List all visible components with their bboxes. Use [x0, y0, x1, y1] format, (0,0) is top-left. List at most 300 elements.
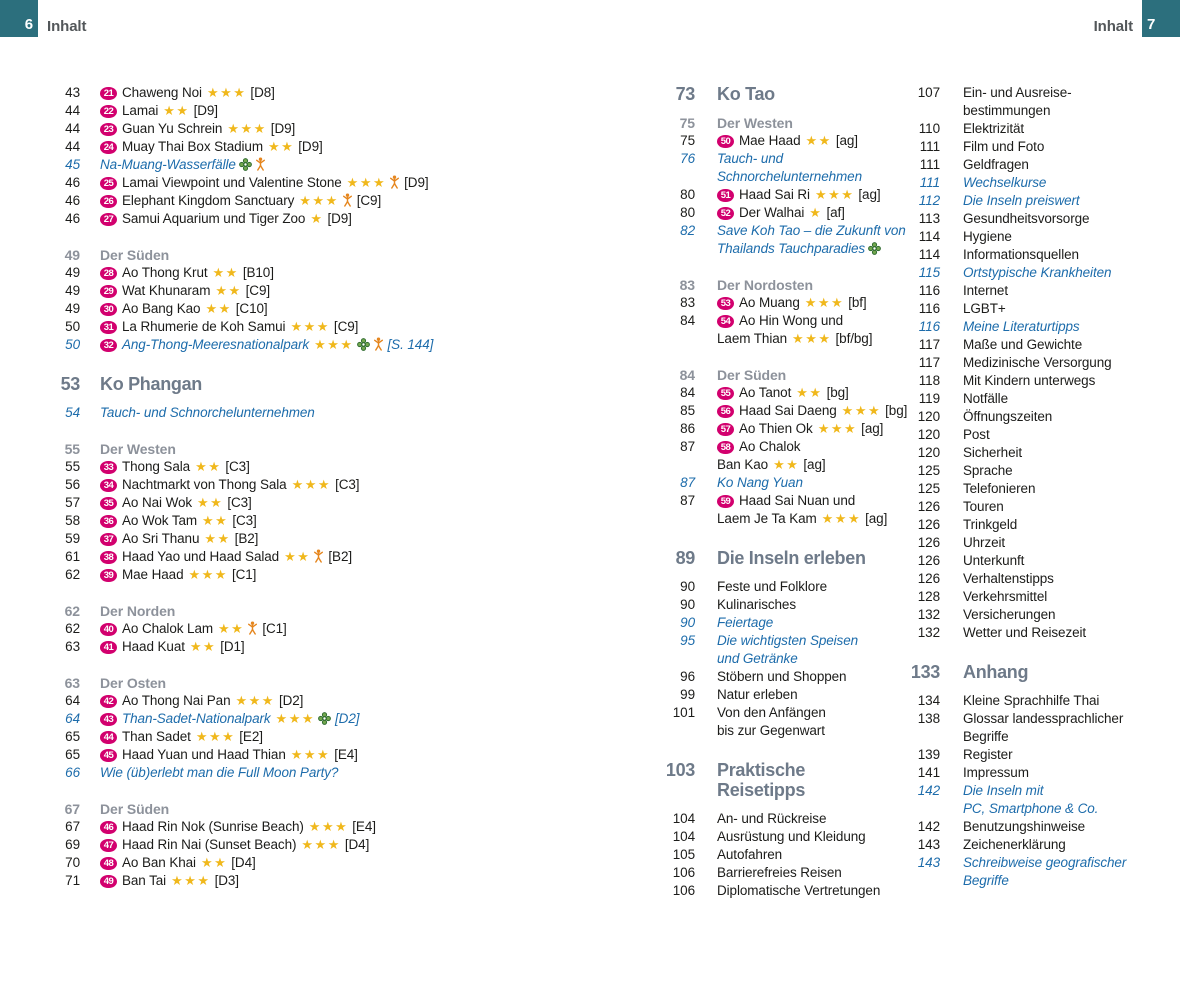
entry-title: Trinkgeld: [963, 517, 1018, 532]
entry-line: [963, 264, 1111, 282]
entry-badge: 58: [717, 441, 734, 454]
entry-title: Natur erleben: [717, 687, 798, 702]
entry-content: [717, 222, 906, 258]
page-number: 138: [917, 711, 940, 726]
toc-entry: [895, 354, 1180, 372]
entry-line: [717, 456, 826, 474]
toc-entry: [35, 458, 640, 476]
toc-entry: [650, 864, 895, 882]
entry-title: Unterkunft: [963, 553, 1025, 568]
entry-title: Haad Sai Ri: [739, 187, 810, 202]
entry-content: [717, 632, 858, 668]
entry-content: [100, 300, 268, 318]
entry-title: Elephant Kingdom Sanctuary: [122, 193, 295, 208]
entry-title: Informationsquellen: [963, 247, 1079, 262]
entry-title: Ausrüstung und Kleidung: [717, 829, 866, 844]
entry-content: [963, 606, 1055, 624]
section-title: Der Westen: [100, 441, 176, 457]
entry-title: Verkehrsmittel: [963, 589, 1048, 604]
entry-title: Haad Rin Nai (Sunset Beach): [122, 837, 297, 852]
page-number: 67: [64, 801, 80, 817]
entry-line: [963, 228, 1012, 246]
entry-title: Geldfragen: [963, 157, 1029, 172]
page-number: 132: [917, 607, 940, 622]
toc-entry: [650, 578, 895, 596]
entry-badge: 45: [100, 749, 117, 762]
entry-content: [963, 854, 1126, 890]
toc-entry: [895, 782, 1180, 818]
toc-entry: [895, 156, 1180, 174]
toc-entry: [895, 408, 1180, 426]
map-ref: [D9]: [298, 139, 323, 154]
entry-content: [963, 764, 1029, 782]
entry-line: [963, 444, 1022, 462]
toc-entry: [895, 228, 1180, 246]
entry-title: PC, Smartphone & Co.: [963, 801, 1099, 816]
entry-content: [100, 156, 266, 174]
chapter-title: Anhang: [963, 662, 1029, 682]
page-number: 62: [64, 603, 80, 619]
map-ref: [B10]: [242, 265, 274, 280]
map-ref: [bg]: [826, 385, 849, 400]
toc-entry: [895, 210, 1180, 228]
toc-entry: [35, 264, 640, 282]
star-rating: ★★: [204, 531, 231, 546]
map-ref: [E4]: [352, 819, 376, 834]
map-ref: [C3]: [335, 477, 360, 492]
section-row: [35, 674, 640, 692]
entry-badge: 38: [100, 551, 117, 564]
entry-line: [100, 692, 303, 710]
entry-content: [717, 578, 827, 596]
entry-content: [963, 782, 1098, 818]
section-row: [35, 246, 640, 264]
entry-content: [100, 854, 256, 872]
entry-title: Internet: [963, 283, 1008, 298]
section-row: [35, 800, 640, 818]
star-rating: ★: [809, 205, 823, 220]
entry-line: [100, 192, 381, 210]
page-number: 119: [918, 391, 940, 406]
star-rating: ★★★: [817, 421, 858, 436]
entry-content: [717, 204, 845, 222]
toc-entry: [895, 336, 1180, 354]
entry-badge: 47: [100, 839, 117, 852]
map-ref: [D9]: [327, 211, 352, 226]
entry-line: [717, 614, 773, 632]
section-title: Der Süden: [717, 367, 787, 383]
page-number: 117: [918, 355, 940, 370]
entry-title: Diplomatische Vertretungen: [717, 883, 881, 898]
entry-title: Benutzungshinweise: [963, 819, 1086, 834]
page-number: 45: [65, 157, 80, 172]
map-ref: [C9]: [333, 319, 359, 334]
star-rating: ★★★: [346, 175, 387, 190]
page-number: 64: [65, 711, 80, 726]
entry-line: [963, 390, 1008, 408]
entry-content: [100, 120, 295, 138]
page-number: 64: [65, 693, 80, 708]
toc-entry: [895, 318, 1180, 336]
entry-title: Medizinische Versorgung: [963, 355, 1112, 370]
entry-content: [100, 728, 263, 746]
star-rating: ★★★: [804, 295, 845, 310]
entry-line: [963, 606, 1055, 624]
entry-line: [717, 882, 880, 900]
page-number: 44: [65, 121, 80, 136]
toc-entry: [895, 390, 1180, 408]
entry-title: Ao Wok Tam: [122, 513, 198, 528]
entry-title: Laem Thian: [717, 331, 788, 346]
entry-line: [963, 408, 1052, 426]
entry-line: [100, 102, 218, 120]
toc-entry: [650, 474, 895, 492]
page-number: 46: [65, 211, 80, 226]
star-rating: ★★: [202, 513, 229, 528]
entry-line: [963, 710, 1123, 728]
entry-title: Muay Thai Box Stadium: [122, 139, 263, 154]
entry-line: [100, 764, 338, 782]
page-number: 104: [672, 811, 695, 826]
entry-title: Ao Sri Thanu: [122, 531, 200, 546]
entry-title: Feste und Folklore: [717, 579, 828, 594]
entry-content: [100, 818, 376, 836]
toc-entry: [35, 512, 640, 530]
star-rating: ★★: [189, 639, 217, 654]
toc-entry: [895, 444, 1180, 462]
entry-title: Mae Haad: [739, 133, 801, 148]
entry-badge: 24: [100, 141, 117, 154]
toc-entry: [35, 102, 640, 120]
entry-line: [100, 548, 352, 566]
page-number: 142: [917, 783, 940, 798]
toc-entry: [35, 710, 640, 728]
toc-entry: [650, 402, 908, 420]
map-ref: [bg]: [885, 403, 908, 418]
page-number: 90: [680, 597, 695, 612]
entry-line: [100, 566, 256, 584]
entry-content: [963, 318, 1080, 336]
page-number: 116: [918, 301, 940, 316]
entry-line: [100, 282, 270, 300]
page-number: 55: [64, 441, 80, 457]
entry-line: [100, 336, 433, 354]
page-number: 62: [65, 621, 80, 636]
entry-title: Ao Hin Wong und: [739, 313, 844, 328]
toc-entry: [650, 632, 895, 668]
map-ref: [af]: [826, 205, 845, 220]
page-number: 114: [918, 229, 940, 244]
entry-line: [100, 512, 257, 530]
entry-content: [717, 186, 881, 204]
toc-entry: [895, 372, 1180, 390]
entry-title: Samui Aquarium und Tiger Zoo: [122, 211, 306, 226]
page-number: 126: [917, 571, 940, 586]
entry-line: [963, 480, 1035, 498]
section-title: Der Nordosten: [717, 277, 813, 293]
section-row: [35, 602, 640, 620]
page-number: 55: [65, 459, 80, 474]
entry-title: Mae Haad: [122, 567, 184, 582]
page-number: 126: [917, 499, 940, 514]
entry-badge: 57: [717, 423, 734, 436]
map-ref: [D8]: [250, 85, 275, 100]
page-number: 143: [917, 855, 940, 870]
page-number: 103: [665, 760, 695, 780]
entry-content: [963, 210, 1089, 228]
entry-line: [717, 864, 842, 882]
page-number: 66: [65, 765, 80, 780]
toc-entry: [35, 818, 640, 836]
star-rating: ★★: [197, 495, 224, 510]
nature-icon: [318, 712, 331, 725]
chapter-row: [895, 662, 1180, 682]
entry-line: [963, 102, 1072, 120]
entry-title: Sicherheit: [963, 445, 1023, 460]
entry-content: [963, 408, 1052, 426]
toc-entry: [895, 138, 1180, 156]
page-number: 61: [65, 549, 80, 564]
chapter-row: [650, 760, 895, 800]
entry-badge: 53: [717, 297, 734, 310]
map-ref: [D2]: [278, 693, 304, 708]
page-number: 49: [64, 247, 80, 263]
page-number: 120: [917, 427, 940, 442]
toc-entry: [35, 174, 640, 192]
star-rating: ★★★: [308, 819, 349, 834]
entry-content: [963, 588, 1047, 606]
entry-title: Glossar landessprachlicher: [963, 711, 1124, 726]
entry-badge: 32: [100, 339, 117, 352]
entry-title: Ao Ban Khai: [122, 855, 196, 870]
star-rating: ★★★: [299, 193, 339, 208]
page-number: 117: [918, 337, 940, 352]
entry-line: [963, 426, 990, 444]
map-ref: [D1]: [220, 639, 245, 654]
entry-line: [100, 818, 376, 836]
entry-title: La Rhumerie de Koh Samui: [122, 319, 286, 334]
toc-entry: [35, 494, 640, 512]
page-number: 90: [680, 615, 695, 630]
toc-entry: [895, 282, 1180, 300]
toc-entry: [895, 462, 1180, 480]
entry-title: bestimmungen: [963, 103, 1051, 118]
entry-line: [963, 246, 1079, 264]
entry-title: Ao Chalok: [739, 439, 801, 454]
map-ref: [D4]: [231, 855, 256, 870]
star-rating: ★★★: [301, 837, 341, 852]
entry-line: [100, 872, 239, 890]
entry-content: [100, 512, 257, 530]
toc-entry: [895, 836, 1180, 854]
header-title-left: Inhalt: [47, 18, 87, 35]
family-icon: [389, 175, 400, 189]
entry-content: [963, 138, 1044, 156]
section-row: [650, 366, 895, 384]
page-number: 143: [917, 837, 940, 852]
toc-entry: [895, 710, 1180, 746]
page-number: 83: [680, 295, 695, 310]
entry-content: [100, 764, 338, 782]
entry-content: [717, 704, 826, 740]
entry-line: [717, 240, 906, 258]
chapter-row: [35, 374, 640, 394]
page-number: 50: [65, 337, 80, 352]
entry-line: [100, 120, 295, 138]
toc-entry: [650, 846, 895, 864]
star-rating: ★★: [163, 103, 190, 118]
section-row: [650, 114, 895, 132]
entry-line: [100, 728, 263, 746]
entry-content: [717, 384, 849, 402]
map-ref: [C1]: [262, 621, 287, 636]
toc-entry: [35, 84, 640, 102]
entry-content: [100, 638, 245, 656]
page-number: 134: [917, 693, 940, 708]
entry-line: [963, 318, 1080, 336]
page-number: 86: [680, 421, 695, 436]
entry-line: [717, 186, 881, 204]
entry-content: [100, 548, 352, 566]
entry-content: [963, 120, 1024, 138]
entry-title: Na-Muang-Wasserfälle: [100, 157, 236, 172]
page-number: 99: [680, 687, 695, 702]
toc-entry: [650, 614, 895, 632]
entry-title: Ao Thien Ok: [739, 421, 813, 436]
entry-content: [717, 474, 803, 492]
entry-line: [963, 782, 1098, 800]
star-rating: ★★: [267, 139, 295, 154]
page-number: 125: [917, 463, 940, 478]
toc-entry: [895, 764, 1180, 782]
toc-entry: [895, 818, 1180, 836]
entry-line: [963, 764, 1029, 782]
page-number: 118: [918, 373, 940, 388]
page-number: 87: [680, 439, 695, 454]
page-corner-left: [0, 0, 38, 37]
entry-line: [717, 510, 887, 528]
entry-badge: 44: [100, 731, 117, 744]
chapter-row: [650, 84, 895, 104]
entry-title: Die Inseln mit: [963, 783, 1044, 798]
entry-badge: 48: [100, 857, 117, 870]
entry-line: [963, 588, 1047, 606]
page-number: 65: [65, 729, 80, 744]
toc-entry: [35, 318, 640, 336]
entry-title: Ao Nai Wok: [122, 495, 193, 510]
page-number: 46: [65, 175, 80, 190]
entry-title: Haad Yao und Haad Salad: [122, 549, 280, 564]
page-number: 126: [917, 517, 940, 532]
entry-line: [100, 84, 275, 102]
entry-content: [717, 294, 867, 312]
entry-line: [717, 596, 796, 614]
entry-title: Verhaltenstipps: [963, 571, 1054, 586]
entry-title: Mit Kindern unterwegs: [963, 373, 1096, 388]
entry-title: Kulinarisches: [717, 597, 796, 612]
toc-entry: [895, 516, 1180, 534]
entry-title: Ao Chalok Lam: [122, 621, 213, 636]
map-ref: [E2]: [239, 729, 263, 744]
chapter-title: Die Inseln erleben: [717, 548, 866, 568]
entry-title: Ortstypische Krankheiten: [963, 265, 1112, 280]
entry-title: Tauch- und: [717, 151, 784, 166]
page-number: 44: [65, 103, 80, 118]
section-title: Der Süden: [100, 247, 170, 263]
entry-badge: 23: [100, 123, 117, 136]
entry-title: Haad Rin Nok (Sunrise Beach): [122, 819, 304, 834]
toc-entry: [35, 620, 640, 638]
map-ref: [ag]: [803, 457, 826, 472]
entry-content: [100, 746, 358, 764]
entry-badge: 22: [100, 105, 117, 118]
entry-line: [963, 372, 1095, 390]
entry-title: Die wichtigsten Speisen: [717, 633, 859, 648]
toc-entry: [35, 404, 640, 422]
entry-title: Ao Bang Kao: [122, 301, 201, 316]
entry-title: und Getränke: [717, 651, 798, 666]
entry-line: [717, 420, 883, 438]
entry-line: [963, 872, 1126, 890]
entry-title: Zeichenerklärung: [963, 837, 1066, 852]
entry-content: [717, 614, 773, 632]
entry-content: [963, 710, 1123, 746]
entry-content: [963, 300, 1006, 318]
toc-entry: [895, 588, 1180, 606]
entry-line: [100, 156, 266, 174]
entry-content: [100, 174, 429, 192]
page-number: 44: [65, 139, 80, 154]
entry-content: [717, 420, 883, 438]
page-number: 73: [675, 84, 695, 104]
map-ref: [bf]: [848, 295, 867, 310]
toc-entry: [35, 548, 640, 566]
entry-title: Ao Tanot: [739, 385, 792, 400]
page-number: 80: [680, 205, 695, 220]
toc-entry: [35, 638, 640, 656]
entry-line: [100, 264, 274, 282]
entry-title: Lamai: [122, 103, 159, 118]
entry-content: [963, 624, 1086, 642]
toc-entry: [650, 204, 895, 222]
entry-badge: 33: [100, 461, 117, 474]
toc-entry: [895, 426, 1180, 444]
star-rating: ★★★: [841, 403, 882, 418]
entry-content: [100, 192, 381, 210]
entry-title: Begriffe: [963, 729, 1009, 744]
entry-badge: 52: [717, 207, 734, 220]
entry-title: Tauch- und Schnorchelunternehmen: [100, 405, 315, 420]
entry-title: Der Walhai: [739, 205, 805, 220]
entry-badge: 25: [100, 177, 117, 190]
entry-content: [963, 836, 1066, 854]
entry-content: [963, 570, 1054, 588]
toc-entry: [650, 810, 895, 828]
entry-title: Ban Tai: [122, 873, 167, 888]
entry-content: [963, 156, 1029, 174]
star-rating: ★★★: [792, 331, 832, 346]
entry-line: [717, 828, 866, 846]
toc-entry: [650, 420, 895, 438]
section-title: Der Süden: [100, 801, 170, 817]
entry-badge: 51: [717, 189, 734, 202]
entry-line: [717, 474, 803, 492]
page-number: 71: [65, 873, 80, 888]
star-rating: ★★: [212, 265, 239, 280]
entry-title: Elektrizität: [963, 121, 1025, 136]
toc-column-middle: [650, 84, 908, 900]
entry-title: Touren: [963, 499, 1004, 514]
